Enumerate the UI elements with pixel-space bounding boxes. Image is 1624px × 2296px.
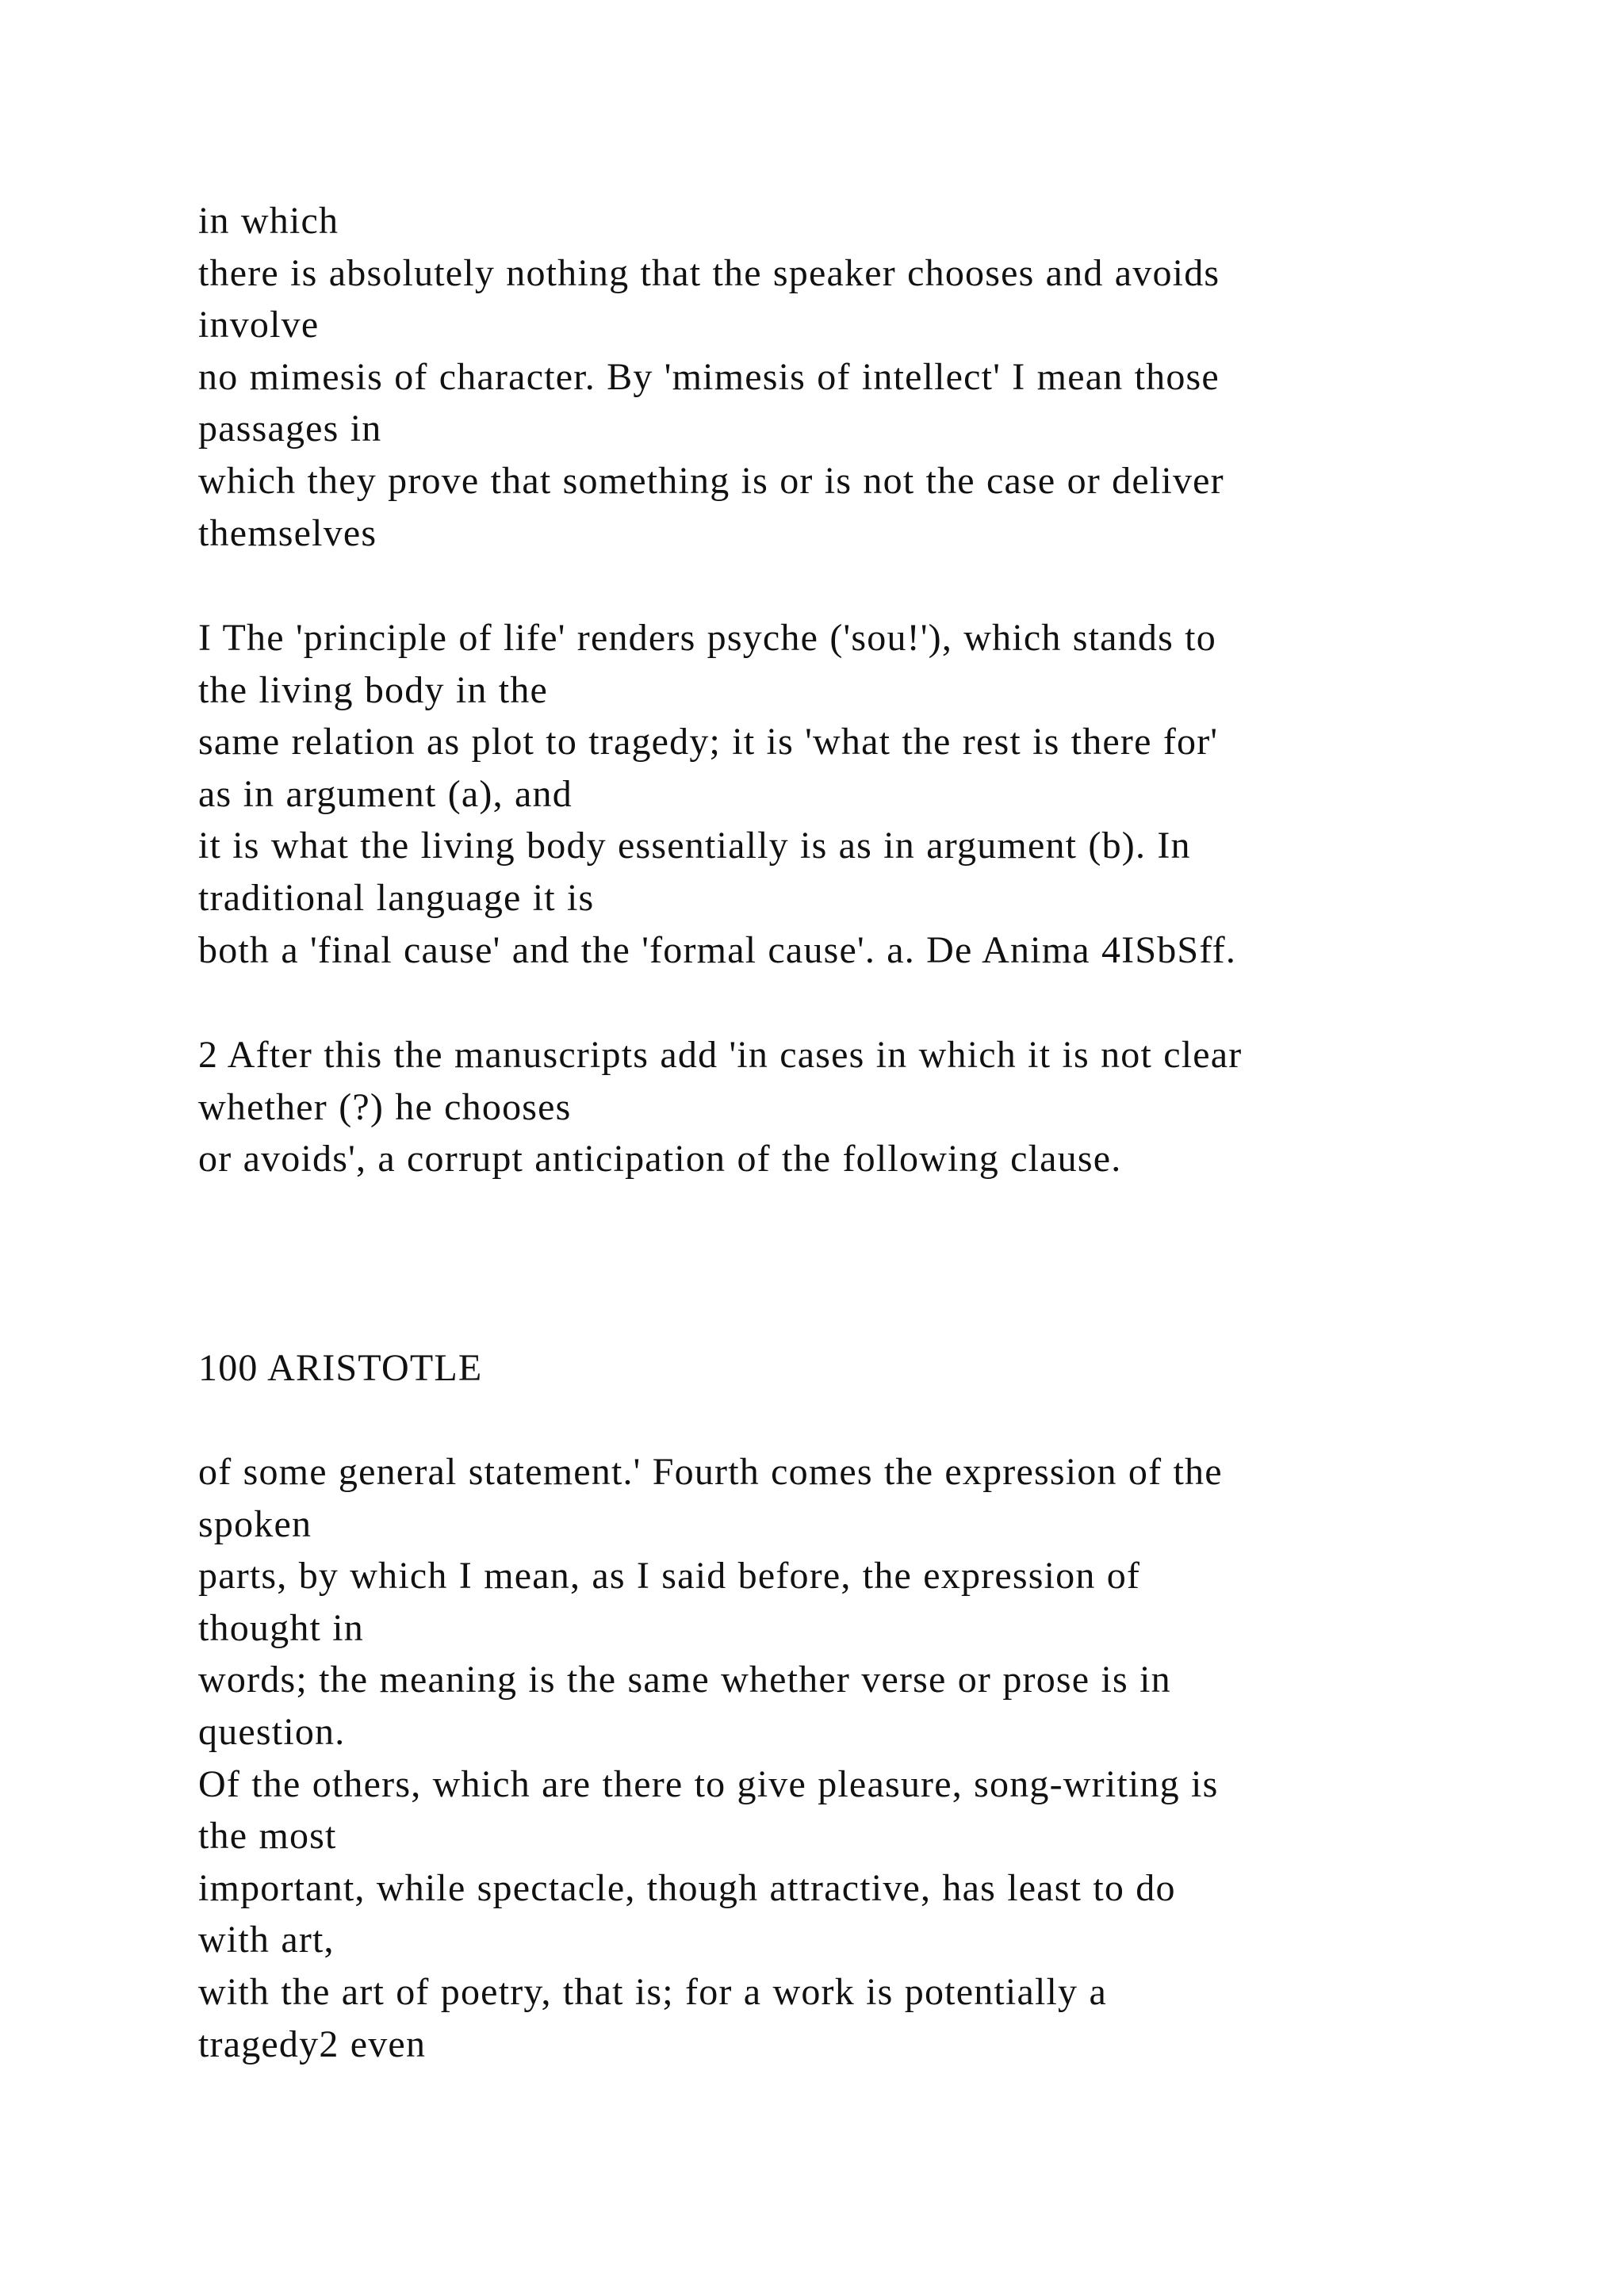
footnote-line: as in argument (a), and (198, 772, 573, 815)
text-line: tragedy2 even (198, 2022, 427, 2065)
footnote-line: or avoids', a corrupt anticipation of the following clause. (198, 1138, 1122, 1181)
text-line: words; the meaning is the same whether verse or prose is in (198, 1659, 1171, 1701)
text-line: the most (198, 1815, 337, 1858)
text-line: of some general statement.' Fourth comes the expression of the (198, 1451, 1223, 1493)
text-line: with the art of poetry, that is; for a work is potentially a (198, 1970, 1107, 2013)
text-line: Of the others, which are there to give pleasure, song-writing is (198, 1762, 1219, 1805)
text-line: which they prove that something is or is not the case or deliver (198, 459, 1224, 502)
footnote-line: traditional language it is (198, 876, 595, 919)
text-line: spoken (198, 1502, 312, 1545)
footnote-line: 2 After this the manuscripts add 'in cases in which it is not clear (198, 1034, 1243, 1076)
text-line: with art, (198, 1919, 335, 1961)
text-line: themselves (198, 511, 377, 554)
text-line: passages in (198, 408, 382, 450)
footnote-line: both a 'final cause' and the 'formal cause'. a. De Anima 4ISbSff. (198, 928, 1237, 971)
text-line: in which (198, 200, 339, 242)
text-block-top (198, 195, 1467, 559)
footnote-line: same relation as plot to tragedy; it is 'what the rest is there for' (198, 721, 1219, 763)
text-line: thought in (198, 1606, 365, 1649)
footnote-line: the living body in the (198, 668, 549, 711)
page-number-header: 100 ARISTOTLE (198, 1347, 483, 1389)
footnote-line: it is what the living body essentially is as in argument (b). In (198, 825, 1191, 867)
footnote-2 (198, 1029, 1467, 1185)
text-line: parts, by which I mean, as I said before, the expression of (198, 1555, 1141, 1598)
text-line: no mimesis of character. By 'mimesis of intellect' I mean those (198, 355, 1220, 398)
footnote-1 (198, 612, 1467, 976)
text-line: important, while spectacle, though attractive, has least to do (198, 1866, 1176, 1909)
text-block-body (198, 1446, 1467, 2070)
text-line: question. (198, 1710, 346, 1753)
footnote-line: I The 'principle of life' renders psyche ('sou!'), which stands to (198, 617, 1216, 659)
text-line: involve (198, 304, 320, 346)
running-header (198, 1342, 1467, 1395)
text-line: there is absolutely nothing that the speaker chooses and avoids (198, 251, 1220, 294)
footnote-line: whether (?) he chooses (198, 1085, 572, 1128)
